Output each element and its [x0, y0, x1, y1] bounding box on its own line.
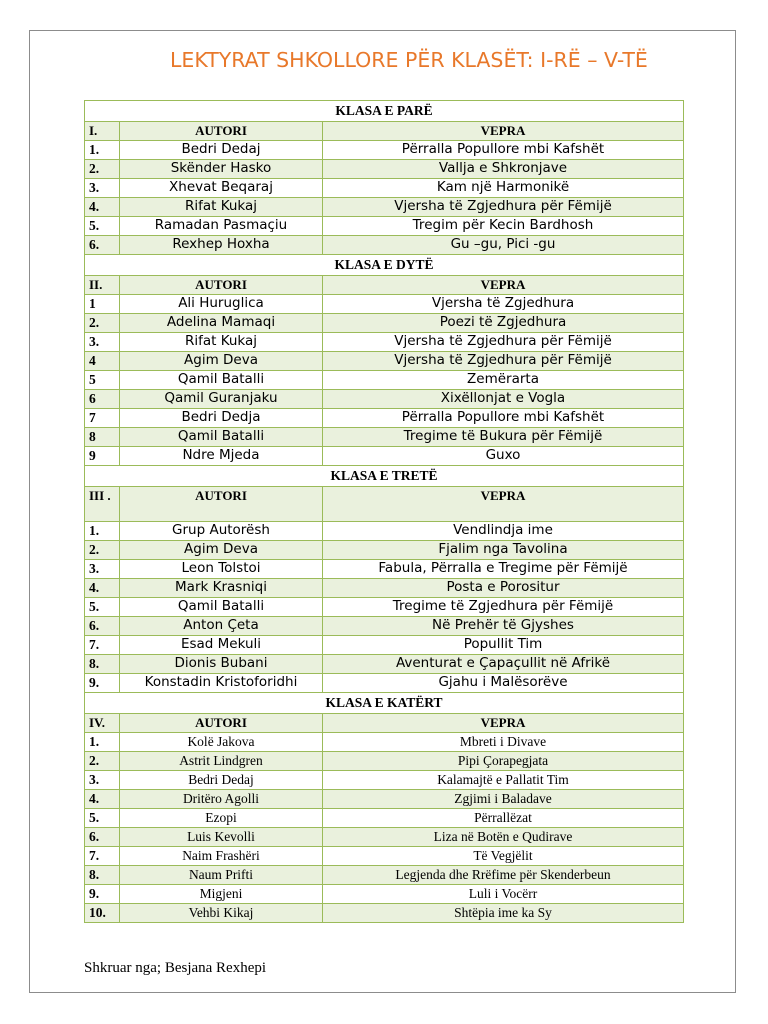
work-cell: Aventurat e Çapaçullit në Afrikë [323, 655, 684, 674]
row-number: 10. [85, 904, 120, 923]
work-column-header: VEPRA [323, 122, 684, 141]
row-number: 3. [85, 179, 120, 198]
row-number: 5 [85, 371, 120, 390]
row-number: 1 [85, 295, 120, 314]
table-row [85, 636, 684, 655]
row-number: 4 [85, 352, 120, 371]
author-cell: Dritëro Agolli [120, 790, 323, 809]
row-number: 4. [85, 579, 120, 598]
author-cell: Qamil Batalli [120, 598, 323, 617]
row-number: 2. [85, 160, 120, 179]
work-cell: Tregim për Kecin Bardhosh [323, 217, 684, 236]
column-header-row [85, 714, 684, 733]
author-cell: Ramadan Pasmaçiu [120, 217, 323, 236]
section-title-row [85, 466, 684, 487]
row-number: 7. [85, 847, 120, 866]
author-cell: Anton Çeta [120, 617, 323, 636]
table-row [85, 598, 684, 617]
table-row [85, 141, 684, 160]
row-number: 8 [85, 428, 120, 447]
table-row [85, 655, 684, 674]
author-cell: Rexhep Hoxha [120, 236, 323, 255]
row-number: 4. [85, 198, 120, 217]
table-row [85, 866, 684, 885]
roman-numeral-header: IV. [85, 714, 120, 733]
section-title: KLASA E TRETË [85, 466, 684, 487]
section-title: KLASA E KATËRT [85, 693, 684, 714]
row-number: 1. [85, 522, 120, 541]
row-number: 3. [85, 560, 120, 579]
row-number: 6. [85, 236, 120, 255]
work-cell: Shtëpia ime ka Sy [323, 904, 684, 923]
row-number: 6. [85, 617, 120, 636]
section-title-row [85, 693, 684, 714]
table-row [85, 390, 684, 409]
table-row [85, 314, 684, 333]
row-number: 9. [85, 674, 120, 693]
work-cell: Legjenda dhe Rrëfime për Skenderbeun [323, 866, 684, 885]
work-cell: Tregime të Zgjedhura për Fëmijë [323, 598, 684, 617]
row-number: 7. [85, 636, 120, 655]
work-cell: Pipi Çorapegjata [323, 752, 684, 771]
work-cell: Përralla Popullore mbi Kafshët [323, 409, 684, 428]
author-cell: Bedri Dedaj [120, 771, 323, 790]
work-cell: Guxo [323, 447, 684, 466]
author-signature: Shkruar nga; Besjana Rexhepi [84, 960, 267, 976]
author-cell: Esad Mekuli [120, 636, 323, 655]
work-cell: Zemërarta [323, 371, 684, 390]
row-number: 3. [85, 771, 120, 790]
section-title: KLASA E DYTË [85, 255, 684, 276]
work-cell: Vendlindja ime [323, 522, 684, 541]
table-row [85, 428, 684, 447]
table-row [85, 904, 684, 923]
author-cell: Ezopi [120, 809, 323, 828]
author-cell: Naum Prifti [120, 866, 323, 885]
table-row [85, 409, 684, 428]
table-row [85, 295, 684, 314]
work-cell: Posta e Porositur [323, 579, 684, 598]
author-cell: Leon Tolstoi [120, 560, 323, 579]
row-number: 6. [85, 828, 120, 847]
table-row [85, 352, 684, 371]
author-cell: Mark Krasniqi [120, 579, 323, 598]
row-number: 8. [85, 866, 120, 885]
row-number: 8. [85, 655, 120, 674]
row-number: 5. [85, 598, 120, 617]
author-cell: Grup Autorësh [120, 522, 323, 541]
author-cell: Rifat Kukaj [120, 333, 323, 352]
author-cell: Qamil Guranjaku [120, 390, 323, 409]
table-row [85, 579, 684, 598]
row-number: 9 [85, 447, 120, 466]
table-row [85, 236, 684, 255]
section-title-row [85, 101, 684, 122]
row-number: 4. [85, 790, 120, 809]
work-cell: Gu –gu, Pici -gu [323, 236, 684, 255]
table-row [85, 752, 684, 771]
author-cell: Ali Huruglica [120, 295, 323, 314]
author-cell: Konstadin Kristoforidhi [120, 674, 323, 693]
table-row [85, 847, 684, 866]
table-row [85, 371, 684, 390]
work-cell: Fjalim nga Tavolina [323, 541, 684, 560]
table-row [85, 790, 684, 809]
work-column-header: VEPRA [323, 487, 684, 522]
table-row [85, 885, 684, 904]
author-cell: Xhevat Beqaraj [120, 179, 323, 198]
author-cell: Qamil Batalli [120, 371, 323, 390]
roman-numeral-header: I. [85, 122, 120, 141]
table-row [85, 179, 684, 198]
author-cell: Vehbi Kikaj [120, 904, 323, 923]
table-row [85, 617, 684, 636]
table-row [85, 217, 684, 236]
table-row [85, 522, 684, 541]
author-cell: Naim Frashëri [120, 847, 323, 866]
work-cell: Përralla Popullore mbi Kafshët [323, 141, 684, 160]
column-header-row [85, 487, 684, 522]
work-cell: Vjersha të Zgjedhura për Fëmijë [323, 352, 684, 371]
author-cell: Rifat Kukaj [120, 198, 323, 217]
work-cell: Tregime të Bukura për Fëmijë [323, 428, 684, 447]
author-cell: Dionis Bubani [120, 655, 323, 674]
row-number: 2. [85, 752, 120, 771]
table-row [85, 809, 684, 828]
work-cell: Poezi të Zgjedhura [323, 314, 684, 333]
table-row [85, 674, 684, 693]
row-number: 9. [85, 885, 120, 904]
section-title-row [85, 255, 684, 276]
work-cell: Gjahu i Malësorëve [323, 674, 684, 693]
author-column-header: AUTORI [120, 714, 323, 733]
row-number: 2. [85, 541, 120, 560]
work-cell: Kam një Harmonikë [323, 179, 684, 198]
row-number: 7 [85, 409, 120, 428]
table-row [85, 541, 684, 560]
work-cell: Përrallëzat [323, 809, 684, 828]
row-number: 5. [85, 217, 120, 236]
row-number: 5. [85, 809, 120, 828]
author-column-header: AUTORI [120, 487, 323, 522]
work-cell: Zgjimi i Baladave [323, 790, 684, 809]
work-cell: Vjersha të Zgjedhura [323, 295, 684, 314]
work-column-header: VEPRA [323, 276, 684, 295]
work-cell: Vjersha të Zgjedhura për Fëmijë [323, 333, 684, 352]
table-row [85, 560, 684, 579]
author-cell: Luis Kevolli [120, 828, 323, 847]
author-cell: Agim Deva [120, 541, 323, 560]
section-title: KLASA E PARË [85, 101, 684, 122]
work-cell: Vallja e Shkronjave [323, 160, 684, 179]
author-column-header: AUTORI [120, 276, 323, 295]
table-row [85, 733, 684, 752]
table-row [85, 333, 684, 352]
row-number: 1. [85, 733, 120, 752]
row-number: 2. [85, 314, 120, 333]
roman-numeral-header: II. [85, 276, 120, 295]
author-cell: Kolë Jakova [120, 733, 323, 752]
work-cell: Vjersha të Zgjedhura për Fëmijë [323, 198, 684, 217]
author-cell: Qamil Batalli [120, 428, 323, 447]
work-cell: Xixëllonjat e Vogla [323, 390, 684, 409]
author-column-header: AUTORI [120, 122, 323, 141]
row-number: 3. [85, 333, 120, 352]
work-cell: Luli i Vocërr [323, 885, 684, 904]
work-cell: Mbreti i Divave [323, 733, 684, 752]
table-row [85, 771, 684, 790]
work-cell: Të Vegjëlit [323, 847, 684, 866]
column-header-row [85, 276, 684, 295]
work-cell: Fabula, Përralla e Tregime për Fëmijë [323, 560, 684, 579]
author-cell: Migjeni [120, 885, 323, 904]
row-number: 6 [85, 390, 120, 409]
work-cell: Kalamajtë e Pallatit Tim [323, 771, 684, 790]
author-cell: Adelina Mamaqi [120, 314, 323, 333]
work-cell: Liza në Botën e Qudirave [323, 828, 684, 847]
work-cell: Popullit Tim [323, 636, 684, 655]
document-title: LEKTYRAT SHKOLLORE PËR KLASËT: I-RË – V-TË [170, 48, 648, 72]
author-cell: Bedri Dedja [120, 409, 323, 428]
roman-numeral-header: III . [85, 487, 120, 522]
table-row [85, 828, 684, 847]
table-row [85, 198, 684, 217]
reading-list-table [84, 100, 684, 923]
author-cell: Skënder Hasko [120, 160, 323, 179]
author-cell: Agim Deva [120, 352, 323, 371]
work-cell: Në Prehër të Gjyshes [323, 617, 684, 636]
table-row [85, 447, 684, 466]
author-cell: Astrit Lindgren [120, 752, 323, 771]
table-row [85, 160, 684, 179]
work-column-header: VEPRA [323, 714, 684, 733]
column-header-row [85, 122, 684, 141]
row-number: 1. [85, 141, 120, 160]
author-cell: Bedri Dedaj [120, 141, 323, 160]
author-cell: Ndre Mjeda [120, 447, 323, 466]
